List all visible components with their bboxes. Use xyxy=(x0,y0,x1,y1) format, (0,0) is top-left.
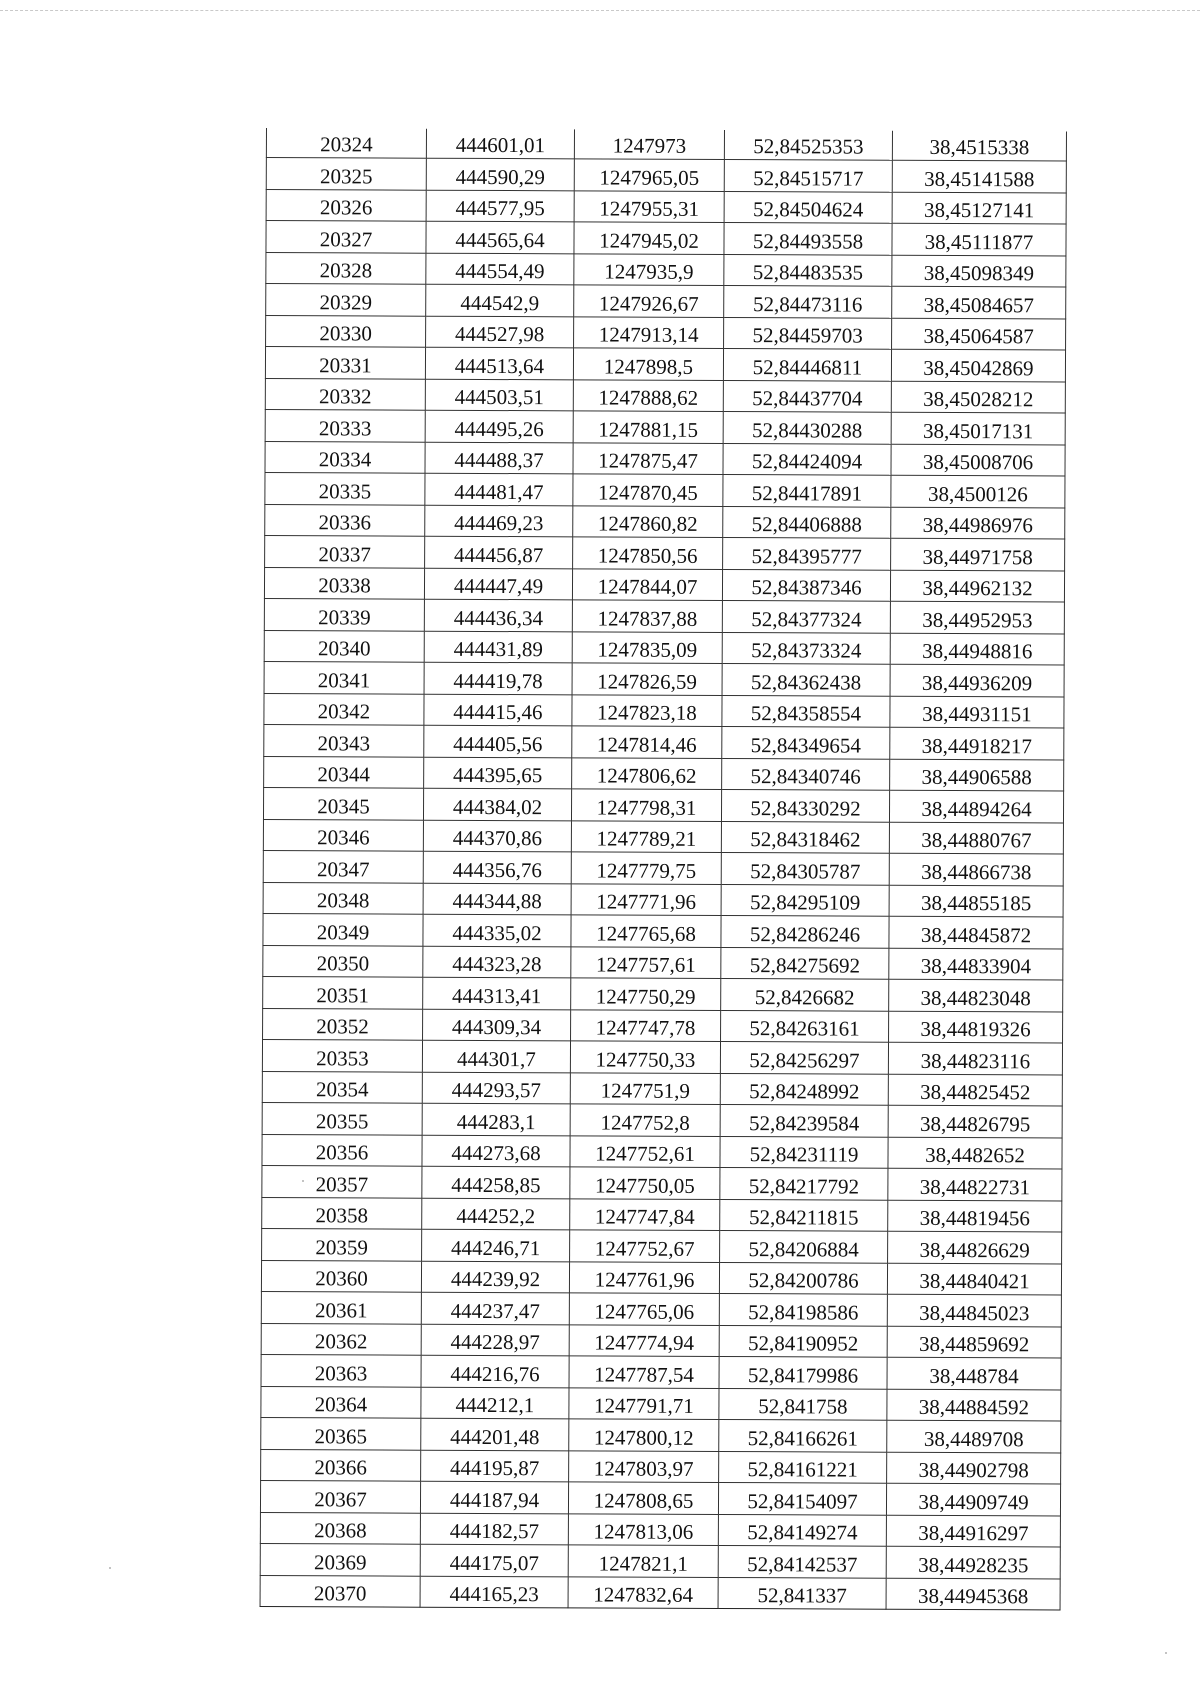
longitude-cell: 38,44855185 xyxy=(889,885,1063,917)
table-row xyxy=(262,1134,1062,1169)
table-row xyxy=(265,472,1065,507)
longitude-cell: 38,45084657 xyxy=(892,286,1066,318)
latitude-cell: 52,84493558 xyxy=(724,222,892,254)
point-number-cell: 20360 xyxy=(261,1260,421,1292)
y-coordinate-cell: 1247806,62 xyxy=(572,757,722,789)
longitude-cell: 38,45127141 xyxy=(892,192,1066,224)
point-number-cell: 20349 xyxy=(263,913,423,945)
longitude-cell: 38,44840421 xyxy=(887,1263,1061,1295)
x-coordinate-cell: 444554,49 xyxy=(426,253,574,285)
coordinate-sheet xyxy=(260,128,1066,1610)
table-row xyxy=(265,347,1065,382)
point-number-cell: 20370 xyxy=(260,1575,420,1607)
y-coordinate-cell: 1247888,62 xyxy=(573,379,723,411)
table-row xyxy=(263,882,1063,917)
y-coordinate-cell: 1247750,29 xyxy=(571,978,721,1010)
x-coordinate-cell: 444273,68 xyxy=(422,1135,570,1167)
table-row xyxy=(261,1449,1061,1484)
x-coordinate-cell: 444344,88 xyxy=(423,883,571,915)
longitude-cell: 38,4515338 xyxy=(892,131,1066,161)
table-row xyxy=(262,1228,1062,1263)
longitude-cell: 38,45017131 xyxy=(891,412,1065,444)
table-row xyxy=(264,661,1064,696)
latitude-cell: 52,84166261 xyxy=(719,1419,887,1451)
x-coordinate-cell: 444301,7 xyxy=(422,1040,570,1072)
longitude-cell: 38,44825452 xyxy=(888,1074,1062,1106)
x-coordinate-cell: 444447,49 xyxy=(424,568,572,600)
y-coordinate-cell: 1247965,05 xyxy=(574,159,724,191)
x-coordinate-cell: 444165,23 xyxy=(420,1576,568,1608)
table-row xyxy=(261,1291,1061,1326)
x-coordinate-cell: 444246,71 xyxy=(422,1229,570,1261)
latitude-cell: 52,84349654 xyxy=(722,726,890,758)
point-number-cell: 20351 xyxy=(263,976,423,1008)
point-number-cell: 20342 xyxy=(264,693,424,725)
y-coordinate-cell: 1247747,78 xyxy=(571,1009,721,1041)
table-row xyxy=(261,1417,1061,1452)
longitude-cell: 38,44826629 xyxy=(888,1231,1062,1263)
y-coordinate-cell: 1247881,15 xyxy=(573,411,723,443)
scan-edge-line xyxy=(0,10,1200,11)
x-coordinate-cell: 444527,98 xyxy=(426,316,574,348)
longitude-cell: 38,44833904 xyxy=(889,948,1063,980)
point-number-cell: 20365 xyxy=(261,1417,421,1449)
x-coordinate-cell: 444503,51 xyxy=(425,379,573,411)
point-number-cell: 20359 xyxy=(262,1228,422,1260)
latitude-cell: 52,84504624 xyxy=(724,191,892,223)
table-row xyxy=(263,913,1063,948)
longitude-cell: 38,448784 xyxy=(887,1357,1061,1389)
y-coordinate-cell: 1247870,45 xyxy=(573,474,723,506)
point-number-cell: 20350 xyxy=(263,945,423,977)
point-number-cell: 20343 xyxy=(264,724,424,756)
x-coordinate-cell: 444495,26 xyxy=(425,410,573,442)
table-row xyxy=(264,630,1064,665)
x-coordinate-cell: 444395,65 xyxy=(424,757,572,789)
point-number-cell: 20330 xyxy=(266,315,426,347)
x-coordinate-cell: 444313,41 xyxy=(423,977,571,1009)
y-coordinate-cell: 1247787,54 xyxy=(569,1356,719,1388)
latitude-cell: 52,84190952 xyxy=(719,1325,887,1357)
y-coordinate-cell: 1247973 xyxy=(574,129,724,159)
table-row xyxy=(260,1480,1060,1515)
longitude-cell: 38,45064587 xyxy=(892,318,1066,350)
latitude-cell: 52,84318462 xyxy=(721,821,889,853)
latitude-cell: 52,84373324 xyxy=(722,632,890,664)
table-row xyxy=(266,128,1066,161)
point-number-cell: 20340 xyxy=(264,630,424,662)
latitude-cell: 52,84256297 xyxy=(720,1041,888,1073)
point-number-cell: 20357 xyxy=(262,1165,422,1197)
point-number-cell: 20333 xyxy=(265,409,425,441)
x-coordinate-cell: 444212,1 xyxy=(421,1387,569,1419)
table-row xyxy=(263,1008,1063,1043)
longitude-cell: 38,44986976 xyxy=(891,507,1065,539)
longitude-cell: 38,4489708 xyxy=(887,1420,1061,1452)
longitude-cell: 38,45028212 xyxy=(891,381,1065,413)
table-row xyxy=(266,189,1066,224)
longitude-cell: 38,44819456 xyxy=(888,1200,1062,1232)
longitude-cell: 38,44823116 xyxy=(888,1042,1062,1074)
x-coordinate-cell: 444542,9 xyxy=(426,284,574,316)
point-number-cell: 20339 xyxy=(264,598,424,630)
longitude-cell: 38,44859692 xyxy=(887,1326,1061,1358)
y-coordinate-cell: 1247835,09 xyxy=(572,631,722,663)
y-coordinate-cell: 1247826,59 xyxy=(572,663,722,695)
y-coordinate-cell: 1247808,65 xyxy=(568,1482,718,1514)
x-coordinate-cell: 444201,48 xyxy=(421,1418,569,1450)
x-coordinate-cell: 444258,85 xyxy=(422,1166,570,1198)
table-row xyxy=(264,598,1064,633)
y-coordinate-cell: 1247850,56 xyxy=(573,537,723,569)
latitude-cell: 52,841337 xyxy=(718,1577,886,1609)
coordinates-table-body xyxy=(260,128,1066,1610)
y-coordinate-cell: 1247821,1 xyxy=(568,1545,718,1577)
latitude-cell: 52,84515717 xyxy=(724,160,892,192)
scan-speck xyxy=(1165,1652,1167,1654)
longitude-cell: 38,45008706 xyxy=(891,444,1065,476)
table-row xyxy=(263,850,1063,885)
longitude-cell: 38,44894264 xyxy=(889,790,1063,822)
longitude-cell: 38,45098349 xyxy=(892,255,1066,287)
table-row xyxy=(263,819,1063,854)
latitude-cell: 52,84154097 xyxy=(718,1482,886,1514)
longitude-cell: 38,44945368 xyxy=(886,1578,1060,1610)
longitude-cell: 38,44823048 xyxy=(889,979,1063,1011)
table-row xyxy=(265,504,1065,539)
x-coordinate-cell: 444405,56 xyxy=(424,725,572,757)
y-coordinate-cell: 1247844,07 xyxy=(572,568,722,600)
table-row xyxy=(263,787,1063,822)
table-row xyxy=(261,1260,1061,1295)
longitude-cell: 38,44931151 xyxy=(890,696,1064,728)
y-coordinate-cell: 1247798,31 xyxy=(571,789,721,821)
point-number-cell: 20367 xyxy=(260,1480,420,1512)
point-number-cell: 20363 xyxy=(261,1354,421,1386)
table-row xyxy=(261,1354,1061,1389)
x-coordinate-cell: 444436,34 xyxy=(424,599,572,631)
point-number-cell: 20368 xyxy=(260,1512,420,1544)
longitude-cell: 38,44918217 xyxy=(890,727,1064,759)
latitude-cell: 52,84295109 xyxy=(721,884,889,916)
table-row xyxy=(262,1165,1062,1200)
y-coordinate-cell: 1247945,02 xyxy=(574,222,724,254)
longitude-cell: 38,44902798 xyxy=(887,1452,1061,1484)
y-coordinate-cell: 1247935,9 xyxy=(574,253,724,285)
latitude-cell: 52,84330292 xyxy=(721,789,889,821)
x-coordinate-cell: 444384,02 xyxy=(423,788,571,820)
latitude-cell: 52,84149274 xyxy=(718,1514,886,1546)
latitude-cell: 52,8426682 xyxy=(721,978,889,1010)
table-row xyxy=(265,409,1065,444)
latitude-cell: 52,84142537 xyxy=(718,1545,886,1577)
x-coordinate-cell: 444216,76 xyxy=(421,1355,569,1387)
x-coordinate-cell: 444370,86 xyxy=(423,820,571,852)
table-row xyxy=(264,724,1064,759)
x-coordinate-cell: 444469,23 xyxy=(425,505,573,537)
longitude-cell: 38,44819326 xyxy=(889,1011,1063,1043)
table-row xyxy=(265,378,1065,413)
latitude-cell: 52,84430288 xyxy=(723,411,891,443)
y-coordinate-cell: 1247813,06 xyxy=(568,1513,718,1545)
point-number-cell: 20364 xyxy=(261,1386,421,1418)
y-coordinate-cell: 1247875,47 xyxy=(573,442,723,474)
point-number-cell: 20362 xyxy=(261,1323,421,1355)
longitude-cell: 38,44936209 xyxy=(890,664,1064,696)
point-number-cell: 20341 xyxy=(264,661,424,693)
latitude-cell: 52,84161221 xyxy=(719,1451,887,1483)
table-row xyxy=(264,693,1064,728)
table-row xyxy=(266,221,1066,256)
latitude-cell: 52,84340746 xyxy=(722,758,890,790)
table-row xyxy=(263,976,1063,1011)
table-row xyxy=(260,1543,1060,1578)
latitude-cell: 52,84424094 xyxy=(723,443,891,475)
table-row xyxy=(265,441,1065,476)
point-number-cell: 20366 xyxy=(261,1449,421,1481)
point-number-cell: 20334 xyxy=(265,441,425,473)
y-coordinate-cell: 1247779,75 xyxy=(571,852,721,884)
x-coordinate-cell: 444252,2 xyxy=(422,1198,570,1230)
table-row xyxy=(266,252,1066,287)
x-coordinate-cell: 444195,87 xyxy=(421,1450,569,1482)
y-coordinate-cell: 1247837,88 xyxy=(572,600,722,632)
y-coordinate-cell: 1247761,96 xyxy=(569,1261,719,1293)
y-coordinate-cell: 1247913,14 xyxy=(574,316,724,348)
x-coordinate-cell: 444577,95 xyxy=(426,190,574,222)
y-coordinate-cell: 1247771,96 xyxy=(571,883,721,915)
scan-speck xyxy=(109,1567,111,1569)
point-number-cell: 20325 xyxy=(266,158,426,190)
x-coordinate-cell: 444419,78 xyxy=(424,662,572,694)
x-coordinate-cell: 444228,97 xyxy=(421,1324,569,1356)
y-coordinate-cell: 1247898,5 xyxy=(573,348,723,380)
point-number-cell: 20332 xyxy=(265,378,425,410)
longitude-cell: 38,44906588 xyxy=(890,759,1064,791)
scan-speck xyxy=(302,1180,304,1182)
point-number-cell: 20369 xyxy=(260,1543,420,1575)
y-coordinate-cell: 1247752,8 xyxy=(570,1104,720,1136)
x-coordinate-cell: 444237,47 xyxy=(421,1292,569,1324)
y-coordinate-cell: 1247823,18 xyxy=(572,694,722,726)
x-coordinate-cell: 444415,46 xyxy=(424,694,572,726)
latitude-cell: 52,84473116 xyxy=(724,285,892,317)
table-row xyxy=(264,756,1064,791)
longitude-cell: 38,44916297 xyxy=(886,1515,1060,1547)
point-number-cell: 20352 xyxy=(263,1008,423,1040)
longitude-cell: 38,44948816 xyxy=(890,633,1064,665)
longitude-cell: 38,45141588 xyxy=(892,160,1066,192)
longitude-cell: 38,44962132 xyxy=(890,570,1064,602)
x-coordinate-cell: 444323,28 xyxy=(423,946,571,978)
table-row xyxy=(266,158,1066,193)
x-coordinate-cell: 444293,57 xyxy=(422,1072,570,1104)
latitude-cell: 52,84446811 xyxy=(723,348,891,380)
latitude-cell: 52,84358554 xyxy=(722,695,890,727)
longitude-cell: 38,44952953 xyxy=(890,601,1064,633)
latitude-cell: 52,84377324 xyxy=(722,600,890,632)
x-coordinate-cell: 444239,92 xyxy=(421,1261,569,1293)
y-coordinate-cell: 1247774,94 xyxy=(569,1324,719,1356)
point-number-cell: 20336 xyxy=(265,504,425,536)
latitude-cell: 52,84248992 xyxy=(720,1073,888,1105)
latitude-cell: 52,84406888 xyxy=(723,506,891,538)
latitude-cell: 52,84206884 xyxy=(720,1230,888,1262)
x-coordinate-cell: 444283,1 xyxy=(422,1103,570,1135)
longitude-cell: 38,4482652 xyxy=(888,1137,1062,1169)
x-coordinate-cell: 444590,29 xyxy=(426,158,574,190)
longitude-cell: 38,45111877 xyxy=(892,223,1066,255)
y-coordinate-cell: 1247752,67 xyxy=(570,1230,720,1262)
latitude-cell: 52,84231119 xyxy=(720,1136,888,1168)
longitude-cell: 38,44845872 xyxy=(889,916,1063,948)
y-coordinate-cell: 1247751,9 xyxy=(570,1072,720,1104)
latitude-cell: 52,84198586 xyxy=(719,1293,887,1325)
point-number-cell: 20327 xyxy=(266,221,426,253)
y-coordinate-cell: 1247750,33 xyxy=(570,1041,720,1073)
latitude-cell: 52,84483535 xyxy=(724,254,892,286)
point-number-cell: 20345 xyxy=(263,787,423,819)
point-number-cell: 20331 xyxy=(265,347,425,379)
table-row xyxy=(260,1512,1060,1547)
table-row xyxy=(261,1386,1061,1421)
point-number-cell: 20356 xyxy=(262,1134,422,1166)
latitude-cell: 52,84395777 xyxy=(723,537,891,569)
longitude-cell: 38,44845023 xyxy=(887,1294,1061,1326)
point-number-cell: 20328 xyxy=(266,252,426,284)
x-coordinate-cell: 444309,34 xyxy=(423,1009,571,1041)
latitude-cell: 52,84387346 xyxy=(722,569,890,601)
y-coordinate-cell: 1247747,84 xyxy=(570,1198,720,1230)
point-number-cell: 20344 xyxy=(264,756,424,788)
longitude-cell: 38,44884592 xyxy=(887,1389,1061,1421)
table-row xyxy=(261,1323,1061,1358)
latitude-cell: 52,84200786 xyxy=(719,1262,887,1294)
point-number-cell: 20346 xyxy=(263,819,423,851)
latitude-cell: 52,84217792 xyxy=(720,1167,888,1199)
y-coordinate-cell: 1247791,71 xyxy=(569,1387,719,1419)
longitude-cell: 38,44866738 xyxy=(889,853,1063,885)
point-number-cell: 20337 xyxy=(265,535,425,567)
latitude-cell: 52,84239584 xyxy=(720,1104,888,1136)
latitude-cell: 52,84417891 xyxy=(723,474,891,506)
longitude-cell: 38,44971758 xyxy=(891,538,1065,570)
latitude-cell: 52,84305787 xyxy=(721,852,889,884)
longitude-cell: 38,4500126 xyxy=(891,475,1065,507)
y-coordinate-cell: 1247832,64 xyxy=(568,1576,718,1608)
x-coordinate-cell: 444187,94 xyxy=(420,1481,568,1513)
x-coordinate-cell: 444182,57 xyxy=(420,1513,568,1545)
point-number-cell: 20324 xyxy=(266,128,426,158)
y-coordinate-cell: 1247800,12 xyxy=(569,1419,719,1451)
table-row xyxy=(262,1039,1062,1074)
latitude-cell: 52,84286246 xyxy=(721,915,889,947)
x-coordinate-cell: 444456,87 xyxy=(425,536,573,568)
point-number-cell: 20335 xyxy=(265,472,425,504)
y-coordinate-cell: 1247803,97 xyxy=(569,1450,719,1482)
table-row xyxy=(260,1575,1060,1610)
coordinates-table xyxy=(260,128,1067,1610)
table-row xyxy=(262,1102,1062,1137)
point-number-cell: 20353 xyxy=(262,1039,422,1071)
table-row xyxy=(266,284,1066,319)
y-coordinate-cell: 1247926,67 xyxy=(574,285,724,317)
point-number-cell: 20338 xyxy=(264,567,424,599)
longitude-cell: 38,44826795 xyxy=(888,1105,1062,1137)
longitude-cell: 38,44928235 xyxy=(886,1546,1060,1578)
y-coordinate-cell: 1247750,05 xyxy=(570,1167,720,1199)
longitude-cell: 38,44880767 xyxy=(889,822,1063,854)
longitude-cell: 38,45042869 xyxy=(891,349,1065,381)
y-coordinate-cell: 1247765,68 xyxy=(571,915,721,947)
table-row xyxy=(265,535,1065,570)
x-coordinate-cell: 444481,47 xyxy=(425,473,573,505)
table-row xyxy=(266,315,1066,350)
y-coordinate-cell: 1247752,61 xyxy=(570,1135,720,1167)
point-number-cell: 20326 xyxy=(266,189,426,221)
x-coordinate-cell: 444175,07 xyxy=(420,1544,568,1576)
y-coordinate-cell: 1247814,46 xyxy=(572,726,722,758)
point-number-cell: 20354 xyxy=(262,1071,422,1103)
latitude-cell: 52,84525353 xyxy=(724,130,892,160)
x-coordinate-cell: 444488,37 xyxy=(425,442,573,474)
latitude-cell: 52,84179986 xyxy=(719,1356,887,1388)
table-row xyxy=(262,1071,1062,1106)
longitude-cell: 38,44909749 xyxy=(886,1483,1060,1515)
point-number-cell: 20347 xyxy=(263,850,423,882)
y-coordinate-cell: 1247765,06 xyxy=(569,1293,719,1325)
x-coordinate-cell: 444565,64 xyxy=(426,221,574,253)
y-coordinate-cell: 1247860,82 xyxy=(573,505,723,537)
x-coordinate-cell: 444431,89 xyxy=(424,631,572,663)
latitude-cell: 52,84275692 xyxy=(721,947,889,979)
longitude-cell: 38,44822731 xyxy=(888,1168,1062,1200)
x-coordinate-cell: 444513,64 xyxy=(425,347,573,379)
table-row xyxy=(263,945,1063,980)
table-row xyxy=(262,1197,1062,1232)
x-coordinate-cell: 444335,02 xyxy=(423,914,571,946)
latitude-cell: 52,84362438 xyxy=(722,663,890,695)
latitude-cell: 52,84437704 xyxy=(723,380,891,412)
latitude-cell: 52,841758 xyxy=(719,1388,887,1420)
x-coordinate-cell: 444601,01 xyxy=(426,129,574,159)
y-coordinate-cell: 1247757,61 xyxy=(571,946,721,978)
point-number-cell: 20355 xyxy=(262,1102,422,1134)
x-coordinate-cell: 444356,76 xyxy=(423,851,571,883)
point-number-cell: 20358 xyxy=(262,1197,422,1229)
point-number-cell: 20361 xyxy=(261,1291,421,1323)
table-row xyxy=(264,567,1064,602)
latitude-cell: 52,84459703 xyxy=(724,317,892,349)
latitude-cell: 52,84263161 xyxy=(721,1010,889,1042)
latitude-cell: 52,84211815 xyxy=(720,1199,888,1231)
y-coordinate-cell: 1247955,31 xyxy=(574,190,724,222)
point-number-cell: 20329 xyxy=(266,284,426,316)
point-number-cell: 20348 xyxy=(263,882,423,914)
y-coordinate-cell: 1247789,21 xyxy=(571,820,721,852)
